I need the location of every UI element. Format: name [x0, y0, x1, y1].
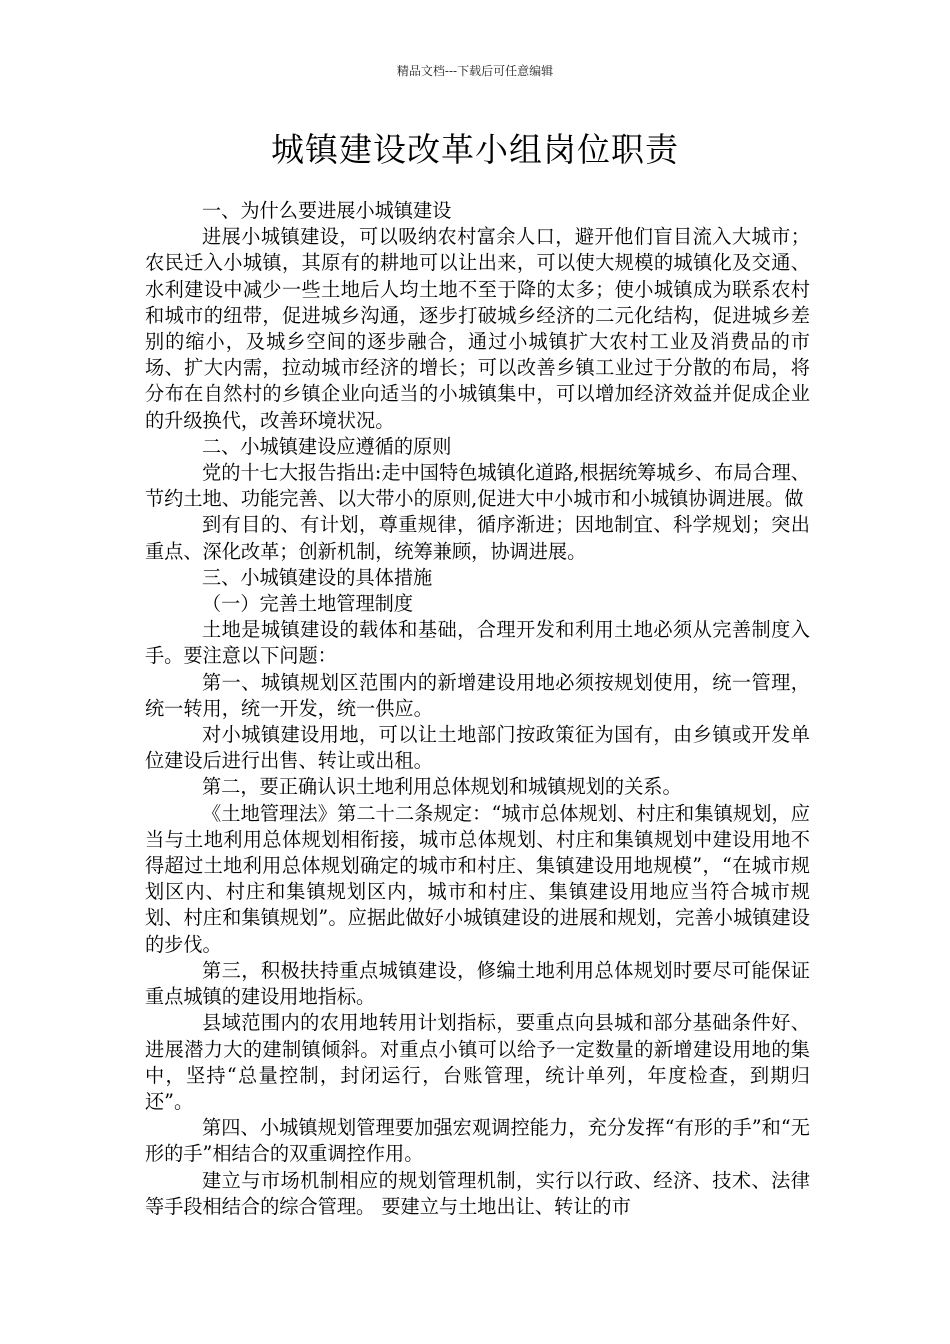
paragraph: 建立与市场机制相应的规划管理机制，实行以行政、经济、技术、法律等手段相结合的综合管理。 要建立与土地出让、转让的市 [145, 1168, 810, 1218]
document-title: 城镇建设改革小组岗位职责 [271, 130, 679, 169]
paragraph: 第三，积极扶持重点城镇建设，修编土地利用总体规划时要尽可能保证重点城镇的建设用地指标。 [145, 958, 810, 1009]
section-heading-2: 二、小城镇建设应遵循的原则 [202, 434, 452, 458]
paragraph: 对小城镇建设用地，可以让土地部门按政策征为国有，由乡镇或开发单位建设后进行出售、转让或出租。 [145, 723, 810, 773]
paragraph: 第一、城镇规划区范围内的新增建设用地必须按规划使用，统一管理，统一转用，统一开发，统一供应。 [145, 670, 810, 720]
paragraph: 《土地管理法》第二十二条规定：“城市总体规划、村庄和集镇规划，应当与土地利用总体规划相衔接，城市总体规划、村庄和集镇规划中建设用地不得超过土地利用总体规划确定的城市和村庄、集镇建设用地规模”，“在城市规划区内、村庄和集镇规划区内，城市和村庄、集镇建设用地应当符合城市规划、村庄和集镇规划”。应据此做好小城镇建设的进展和规划，完善小城镇建设的步伐。 [145, 801, 810, 956]
paragraph: 进展小城镇建设，可以吸纳农村富余人口，避开他们盲目流入大城市；农民迁入小城镇，其原有的耕地可以让出来，可以使大规模的城镇化及交通、水利建设中减少一些土地后人均土地不至于降的太多；使小城镇成为联系农村和城市的纽带，促进城乡沟通，逐步打破城乡经济的二元化结构，促进城乡差别的缩小，及城乡空间的逐步融合，通过小城镇扩大农村工业及消费品的市场、扩大内需，拉动城市经济的增长；可以改善乡镇工业过于分散的布局，将分布在自然村的乡镇企业向适当的小城镇集中，可以增加经济效益并促成企业的升级换代，改善环境状况。 [145, 225, 810, 432]
section-heading-3: 三、小城镇建设的具体措施 [202, 565, 433, 589]
document-body [145, 198, 810, 1220]
paragraph: 第四、小城镇规划管理要加强宏观调控能力，充分发挥“有形的手”和“无形的手”相结合的双重调控作用。 [145, 1116, 810, 1166]
paragraph: 县域范围内的农用地转用计划指标，要重点向县城和部分基础条件好、进展潜力大的建制镇倾斜。对重点小镇可以给予一定数量的新增建设用地的集中，坚持“总量控制，封闭运行，台账管理，统计单列，年度检查，到期归还”。 [145, 1011, 810, 1113]
paragraph: 党的十七大报告指出:走中国特色城镇化道路,根据统筹城乡、布局合理、节约土地、功能完善、以大带小的原则,促进大中小城市和小城镇协调进展。做 [145, 461, 810, 511]
section-heading-1: 一、为什么要进展小城镇建设 [202, 199, 452, 222]
paragraph: 到有目的、有计划，尊重规律，循序渐进；因地制宜、科学规划；突出重点、深化改革；创新机制，统筹兼顾，协调进展。 [145, 513, 810, 563]
paragraph: 土地是城镇建设的载体和基础，合理开发和利用土地必须从完善制度入手。要注意以下问题： [145, 618, 810, 668]
subsection-heading: （一）完善土地管理制度 [202, 592, 414, 616]
paragraph: 第二，要正确认识土地利用总体规划和城镇规划的关系。 [202, 775, 682, 799]
page-header: 精品文档---下载后可任意编辑 [396, 64, 554, 78]
